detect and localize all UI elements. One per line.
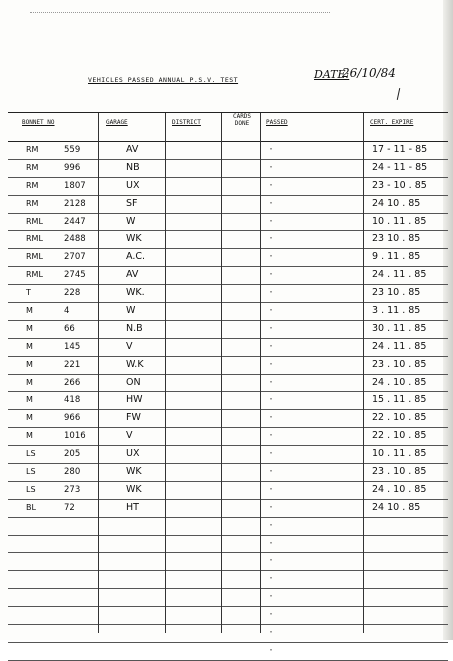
cert-expire-date: 24 - 11 - 85 [372, 161, 428, 173]
garage-code: V [126, 430, 133, 442]
passed-mark: " [270, 380, 273, 387]
column-divider [260, 113, 261, 633]
passed-mark: " [270, 148, 273, 154]
date-label: DATE: [314, 68, 350, 81]
table-row [8, 482, 448, 500]
passed-mark: " [270, 291, 273, 298]
cert-expire-date: 24 . 11 . 85 [372, 269, 427, 281]
cert-expire-date: 9 . 11 . 85 [372, 251, 421, 263]
table-row [8, 392, 448, 410]
passed-mark: " [270, 183, 273, 190]
bonnet-prefix: LS [26, 449, 36, 459]
bonnet-number: 221 [64, 359, 81, 370]
passed-mark: " [270, 523, 273, 530]
cert-expire-date: 24 10 . 85 [372, 197, 421, 209]
table-row [8, 410, 448, 428]
garage-code: ON [126, 376, 141, 388]
cert-expire-date: 23 10 . 85 [372, 233, 421, 245]
bonnet-prefix: M [26, 377, 33, 387]
passed-mark: " [270, 648, 273, 655]
cert-expire-date: 17 - 11 - 85 [372, 144, 428, 155]
garage-code: HT [126, 501, 139, 513]
bonnet-number: 2488 [64, 234, 86, 245]
cert-expire-date: 15 . 11 . 85 [372, 394, 427, 406]
table-row [8, 464, 448, 482]
bonnet-number: 2128 [64, 198, 86, 209]
passed-mark: " [270, 201, 273, 208]
cert-expire-date: 22 . 10 . 85 [372, 430, 427, 442]
column-divider [98, 113, 99, 633]
garage-code: NB [126, 161, 140, 173]
column-header-cards-done: CARDS DONE [232, 113, 252, 127]
table-row [8, 285, 448, 303]
passed-mark: " [270, 434, 273, 441]
garage-code: W [126, 215, 136, 227]
column-header-passed: PASSED [266, 119, 288, 126]
garage-code: WK [126, 483, 142, 495]
table-row [8, 536, 448, 554]
cert-expire-date: 10 . 11 . 85 [372, 448, 427, 460]
garage-code: N.B [126, 322, 143, 334]
bonnet-number: 2745 [64, 270, 86, 281]
table-row [8, 249, 448, 267]
passed-mark: " [270, 541, 273, 548]
bonnet-prefix: M [26, 359, 33, 369]
passed-mark: " [270, 219, 273, 226]
date-value: 26/10/84 [342, 66, 396, 80]
column-header-bonnet-no: BONNET NO [22, 119, 55, 126]
table-body [8, 142, 448, 661]
garage-code: W [126, 305, 136, 317]
bonnet-prefix: RM [26, 198, 39, 208]
table-row [8, 231, 448, 249]
passed-mark: " [270, 326, 273, 333]
bonnet-prefix: RM [26, 180, 39, 190]
table-row [8, 428, 448, 446]
bonnet-number: 966 [64, 413, 81, 424]
passed-mark: " [270, 398, 273, 405]
cert-expire-date: 3 . 11 . 85 [372, 305, 421, 317]
bonnet-prefix: M [26, 431, 33, 441]
garage-code: UX [126, 179, 140, 191]
table-row [8, 553, 448, 571]
table-row [8, 321, 448, 339]
bonnet-number: 228 [64, 288, 81, 299]
cert-expire-date: 23 10 . 85 [372, 287, 421, 299]
passed-mark: " [270, 505, 273, 512]
bonnet-prefix: M [26, 323, 33, 333]
column-header-garage: GARAGE [106, 119, 128, 126]
column-divider [363, 113, 364, 633]
garage-code: AV [126, 144, 139, 155]
bonnet-prefix: M [26, 306, 33, 316]
bonnet-number: 205 [64, 449, 81, 460]
bonnet-number: 66 [64, 323, 75, 334]
bonnet-prefix: M [26, 395, 33, 405]
bonnet-number: 996 [64, 162, 81, 173]
passed-mark: " [270, 452, 273, 459]
pen-mark [397, 88, 400, 100]
garage-code: SF [126, 197, 138, 209]
cert-expire-date: 24 10 . 85 [372, 501, 421, 513]
table-row [8, 160, 448, 178]
cert-expire-date: 23 . 10 . 85 [372, 466, 427, 478]
bonnet-number: 2447 [64, 216, 86, 227]
bonnet-number: 4 [64, 306, 70, 317]
garage-code: WK [126, 466, 142, 478]
bonnet-prefix: RM [26, 145, 39, 154]
garage-code: A.C. [126, 251, 146, 263]
table-row [8, 518, 448, 536]
cert-expire-date: 24 . 10 . 85 [372, 376, 427, 388]
garage-code: W.K [126, 358, 144, 370]
garage-code: HW [126, 394, 143, 406]
passed-mark: " [270, 273, 273, 280]
table-row [8, 196, 448, 214]
passed-mark: " [270, 237, 273, 244]
table-row [8, 643, 448, 661]
bonnet-prefix: RM [26, 162, 39, 172]
document-title: VEHICLES PASSED ANNUAL P.S.V. TEST [88, 76, 239, 84]
bonnet-prefix: T [26, 288, 31, 298]
table-header-row [8, 113, 448, 142]
passed-mark: " [270, 631, 273, 638]
bonnet-number: 1016 [64, 431, 86, 442]
garage-code: FW [126, 412, 141, 424]
cert-expire-date: 23 - 10 . 85 [372, 179, 427, 191]
cert-expire-date: 22 . 10 . 85 [372, 412, 427, 424]
bonnet-prefix: LS [26, 467, 36, 477]
table-row [8, 339, 448, 357]
passed-mark: " [270, 416, 273, 423]
bonnet-prefix: RML [26, 234, 43, 244]
table-row [8, 446, 448, 464]
bonnet-number: 2707 [64, 252, 86, 263]
bonnet-prefix: M [26, 413, 33, 423]
table-row [8, 607, 448, 625]
table-row [8, 357, 448, 375]
table-row [8, 500, 448, 518]
garage-code: AV [126, 269, 139, 281]
bonnet-prefix: BL [26, 502, 36, 512]
bonnet-number: 280 [64, 467, 81, 478]
bonnet-prefix: M [26, 341, 33, 351]
passed-mark: " [270, 470, 273, 477]
column-header-district: DISTRICT [172, 119, 201, 126]
table-row [8, 178, 448, 196]
table-row [8, 625, 448, 643]
bonnet-number: 559 [64, 145, 81, 155]
scan-noise-line [30, 12, 330, 17]
bonnet-prefix: RML [26, 252, 43, 262]
passed-mark: " [270, 165, 273, 172]
bonnet-number: 418 [64, 395, 81, 406]
bonnet-number: 72 [64, 502, 75, 513]
passed-mark: " [270, 309, 273, 316]
garage-code: WK [126, 233, 142, 245]
bonnet-prefix: RML [26, 216, 43, 226]
passed-mark: " [270, 577, 273, 584]
garage-code: WK. [126, 287, 145, 299]
passed-mark: " [270, 362, 273, 369]
cert-expire-date: 23 . 10 . 85 [372, 358, 427, 370]
table-row [8, 375, 448, 393]
passed-mark: " [270, 344, 273, 351]
table-row [8, 589, 448, 607]
cert-expire-date: 30 . 11 . 85 [372, 322, 427, 334]
bonnet-prefix: LS [26, 484, 36, 494]
table-row [8, 142, 448, 160]
column-divider [165, 113, 166, 633]
passed-mark: " [270, 255, 273, 262]
table-row [8, 303, 448, 321]
table-row [8, 571, 448, 589]
table-row [8, 267, 448, 285]
column-header-cert-expire: CERT. EXPIRE [370, 119, 414, 126]
bonnet-number: 1807 [64, 180, 86, 191]
vehicle-test-table [8, 112, 448, 661]
cert-expire-date: 24 . 10 . 85 [372, 483, 427, 495]
passed-mark: " [270, 595, 273, 602]
bonnet-prefix: RML [26, 270, 43, 280]
garage-code: UX [126, 448, 140, 460]
cert-expire-date: 10 . 11 . 85 [372, 215, 427, 227]
table-row [8, 214, 448, 232]
cert-expire-date: 24 . 11 . 85 [372, 340, 427, 352]
bonnet-number: 266 [64, 377, 81, 388]
column-divider [221, 113, 222, 633]
passed-mark: " [270, 487, 273, 494]
bonnet-number: 145 [64, 341, 81, 352]
passed-mark: " [270, 559, 273, 566]
garage-code: V [126, 340, 133, 352]
passed-mark: " [270, 613, 273, 620]
bonnet-number: 273 [64, 484, 81, 495]
